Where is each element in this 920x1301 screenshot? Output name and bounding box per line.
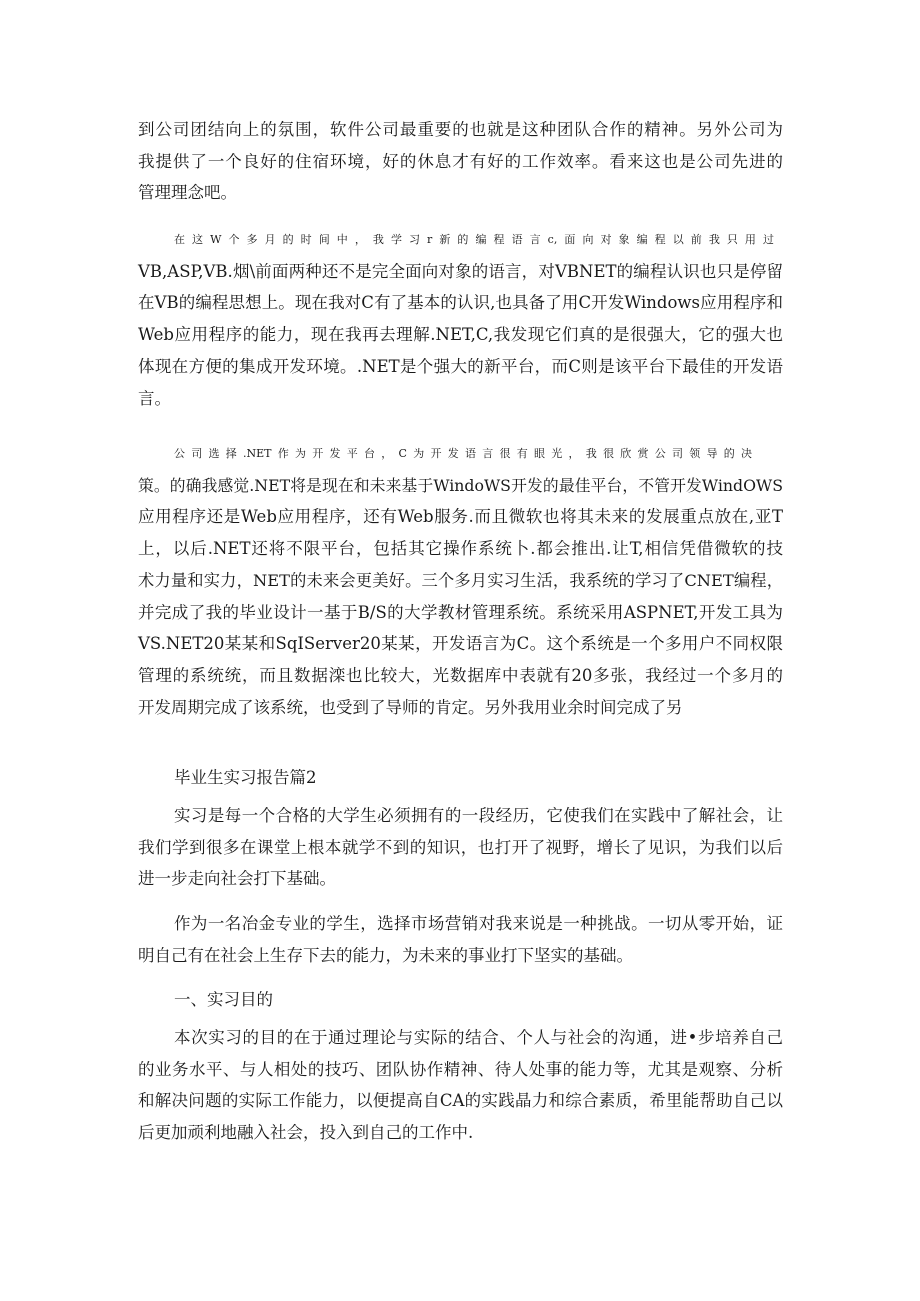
text-line: 后更加顽利地融入社会，投入到自己的工作中. [138,1123,474,1143]
text-line: 管理的系统统，而且数据滦也比较大，光数据库中表就有20多张，我经过一个多月的 [138,665,783,685]
text-line: VB,ASP,VB.烟\前面两种还不是完全面向对象的语言，对VBNET的编程认识也只是停留 [138,261,783,281]
heading-text: 一、实习目的 [174,990,273,1009]
text-line: 在VB的编程思想上。现在我对C有了基本的认识,也具备了用C开发Windows应用程序和 [138,293,783,313]
heading-text: 毕业生实习报告篇2 [174,768,317,787]
text-line: 我们学到很多在课堂上根本就学不到的知识，也打开了视野，增长了见识，为我们以后 [138,837,783,857]
text-line: 作为一名冶金专业的学生，选择市场营销对我来说是一种挑战。一切从零开始，证 [174,914,783,933]
text-line: 我提供了一个良好的住宿环境，好的休息才有好的工作效率。看来这也是公司先进的 [138,151,783,171]
text-line: 体现在方便的集成开发环境。.NET是个强大的新平台，而C则是该平台下最佳的开发语 [138,356,783,376]
text-line: 本次实习的目的在于通过理论与实际的结合、个人与社会的沟通，进•步培养自己 [174,1028,783,1047]
paragraph-team-atmosphere [138,114,783,209]
text-line: Web应用程序的能力，现在我再去理解.NET,C,我发现它们真的是很强大，它的强大也 [138,325,783,345]
text-line: 实习是每一个合格的大学生必须拥有的一段经历，它使我们在实践中了解社会，让 [174,806,783,825]
text-line: 上，以后.NET还将不限平台，包括其它操作系统卜.都会推出.让T,相信凭借微软的技 [138,539,783,559]
paragraph-programming-language [138,224,783,414]
text-line: 的业务水平、与人相处的技巧、团队协作精神、待人处事的能力等，尤其是观察、分析 [138,1059,783,1079]
paragraph-dotnet-platform [138,438,783,723]
section-heading-report-2 [138,762,783,794]
paragraph-metallurgy-student [138,908,783,971]
text-line: 应用程序还是Web应用程序，还有Web服务.而且微软也将其未来的发展重点放在,亚T [138,507,783,527]
text-line: 明自己有在社会上生存下去的能力，为未来的事业打下坚实的基础。 [138,945,633,965]
text-line: 和解决问题的实际工作能力，以便提高自CA的实践晶力和综合素质，希里能帮助自己以 [138,1091,783,1111]
paragraph-internship-intro [138,800,783,895]
text-line: 管理理念吧。 [138,183,237,203]
paragraph-internship-purpose [138,1022,783,1149]
section-heading-purpose [138,984,783,1016]
text-line: 言。 [138,388,171,408]
text-line: VS.NET20某某和SqIServer20某某，开发语言为C。这个系统是一个多用户不同权限 [138,634,783,654]
text-line: 开发周期完成了该系统，也受到了导师的肯定。另外我用业余时间完成了另 [138,697,683,717]
text-line: 在这W个多月的时间中，我学习r新的编程语言c,面向对象编程以前我只用过 [174,233,774,246]
text-line: 公司选择.NET作为开发平台，C为开发语言很有眼光，我很欣赏公司领导的决 [174,447,752,460]
text-line: 策。的确我感觉.NET将是现在和未来基于WindoWS开发的最佳平台，不管开发WindOWS [138,475,783,495]
text-line: 进一步走向社会打下基础。 [138,869,336,889]
text-line: 到公司团结向上的氛围，软件公司最重要的也就是这种团队合作的精神。另外公司为 [138,120,783,139]
text-line: 并完成了我的毕业设计一基于B/S的大学教材管理系统。系统采用ASPNET,开发工具为 [138,602,783,622]
text-line: 术力量和实力，NET的未来会更美好。三个多月实习生活，我系统的学习了CNET编程， [138,570,783,590]
